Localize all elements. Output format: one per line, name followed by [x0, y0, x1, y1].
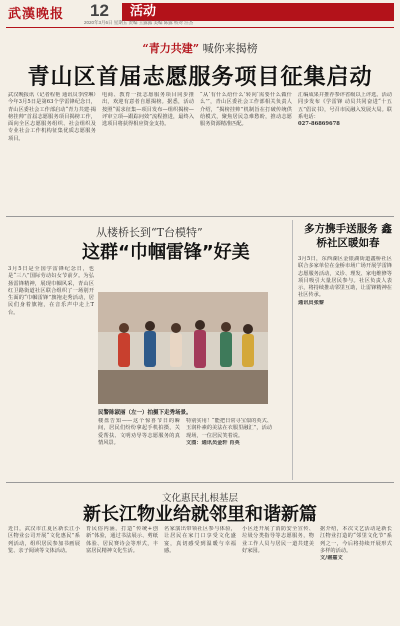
story4-kicker: 文化惠民扎根基层 — [161, 493, 238, 504]
newspaper-logo: 武漢晚报 — [8, 7, 65, 22]
story3-headline: 多方携手送服务 鑫桥社区暖如春 — [304, 223, 392, 249]
story1-headline: 青山区首届志愿服务项目征集启动 — [27, 65, 373, 90]
story2-column-3: 特别实用！“能把日常寻宝似的英式、玉润朴素的美法在衣服里融汇”，活动现场，一位居民笑着说。 — [186, 418, 272, 439]
story4-column-5-wrap — [320, 526, 392, 622]
story2-headline: 这群“巾帼雷锋”好美 — [82, 242, 250, 263]
story3-body: 3月5日，东西湖区金银湖街道鑫桥社区联合多家单位在金桥市场广场开展学雷锋志愿服务活动，义诊、理发、家电维修等项目吸引大量居民参与。社区负责人表示，将持续推动邻里互助，让雷锋精神在社区传承。 — [298, 256, 392, 299]
story2-byline: 文图：通讯员金轩 肖英 — [186, 439, 240, 446]
story3-byline: 通讯员张黎 — [298, 299, 324, 306]
story4-column-2: 育民俗内涵，打造“传统+创新”体验，通过书法展示、剪纸体验、居民赛诗会等形式，丰富居民精神文化生活。 — [86, 526, 158, 554]
fashion-show-photo — [98, 292, 268, 404]
story2-column-3-wrap — [186, 418, 272, 478]
story1-column-4-wrap — [298, 92, 392, 212]
story3-body-wrap — [298, 256, 392, 478]
section-divider-2 — [6, 482, 394, 483]
story4-column-5: 据介绍，本次文艺活动是新长江物业打造的“邻里文化节”系列之一，今后将持续开展形式多样的活动。 — [320, 526, 392, 554]
story4-column-3: 名家演出带领社区参与体验，让居民在家门口享受文化盛宴，真切感受到温暖与幸福感。 — [164, 526, 236, 554]
story1-contact: 027-86869678 — [298, 121, 340, 128]
section-banner: 活动 — [122, 3, 394, 21]
story1-column-3: “从‘有什么给什么’转向‘需要什么做什么’”，青山区委社会工作部相关负责人介绍，“揭榜挂帅”机制旨在打破传统供给模式，聚焦居民急难愁盼，推动志愿服务资源精准匹配。 — [200, 92, 292, 128]
masthead-rule — [6, 27, 394, 28]
story1-column-2: 电商、教育一批志愿服务项目同步推出，欢迎有意者自愿揭榜。据悉，活动按照“需求征集—项目发布—组织揭榜—评审立项—跟踪问效”流程推进，最终入选项目将获得相应资金支持。 — [102, 92, 194, 128]
story2-column-2: 楼盘告知——这个惊喜节日的瞬间，居民们纷纷拿起手机拍摄，关爱帮扶、文明劝导等志愿服务的真情风景。 — [98, 418, 180, 446]
photo-illustration — [98, 292, 268, 404]
story2-kicker: 从楼桥长到“T台模特” — [96, 226, 203, 239]
page-number: 12 — [90, 1, 109, 20]
story2-column-1: 3月5日是全国学雷锋纪念日，也是“三八”国际劳动妇女节前夕。为弘扬雷锋精神，展现巾帼风采，青山区红卫路街道社区联合组织了一场别开生面的“巾帼雷锋”旗袍走秀活动，居民们身着旗袍，在音乐声中走上T台。 — [8, 266, 94, 316]
story1-kicker-quote: “青力共建” — [142, 42, 200, 55]
story1-kicker — [0, 40, 400, 56]
section-divider-1 — [6, 216, 394, 217]
story1-column-4: 汇编成果并推荐参评省级以上评选。活动同步发布《学雷锋 动员共同奋进“十五五”倡议书》，号召市民融入发展大局。联系电话： — [298, 92, 392, 120]
story4-column-4: 小区还开展了消防安全宣传、垃圾分类指导等志愿服务，物业工作人员与居民一道共建美好家园。 — [242, 526, 314, 554]
story4-byline: 文/谢嘉文 — [320, 555, 343, 562]
story4-headline: 新长江物业给就邻里和谐新篇 — [83, 504, 317, 525]
story1-column-1: 武汉晚报讯（记者程艳 通讯员李滢琳）今年3月5日是第63个学雷锋纪念日，青山区委社会工作部启动“青力共建·揭榜挂帅”首届志愿服务项目揭榜工作，面向全区志愿服务组织、社会组织及专业社会工作机构征集优质志愿服务项目。 — [8, 92, 96, 142]
photo-caption: 民警陈淑丽（左一）拍摄下走秀场景。 — [98, 410, 192, 416]
story4-column-1: 近日，武汉市江夏区新长江小区物业公司开展“文化惠民”系列活动，组织居民参加书画展览、亲子阅读等文体活动。 — [8, 526, 80, 554]
edition-info: 2020年3月6日 星期五 责编 王露露 美编 陈露 校对 汪杰 — [84, 20, 194, 25]
column-divider — [292, 220, 293, 480]
story1-kicker-rest: 喊你来揭榜 — [202, 42, 258, 55]
